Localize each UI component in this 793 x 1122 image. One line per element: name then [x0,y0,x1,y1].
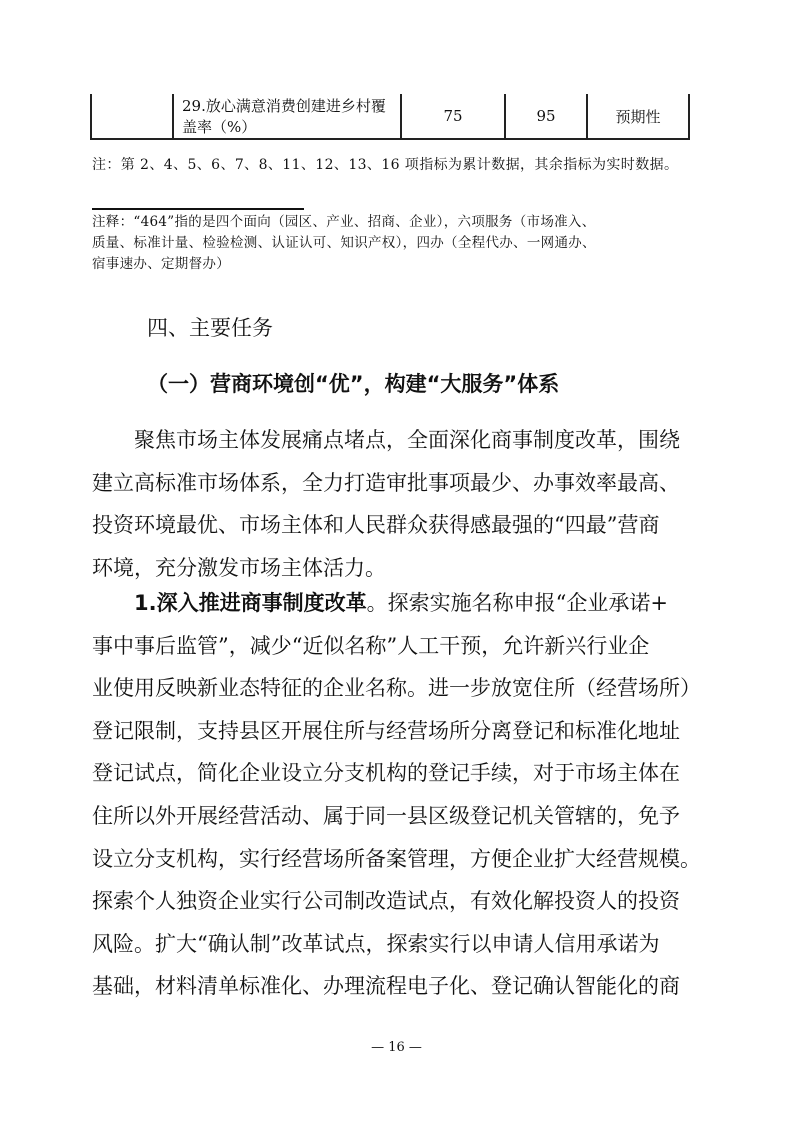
subsection-heading: （一）营商环境创“优”，构建“大服务”体系 [147,372,560,396]
table-note: 注：第 2、4、5、6、7、8、11、12、13、16 项指标为累计数据，其余指标为实时数据。 [92,157,679,173]
table-cell-empty [91,94,173,139]
footnote-line: 宿事速办、定期督办） [92,256,230,272]
section-heading: 四、主要任务 [147,316,273,340]
table-cell-base-value: 75 [401,94,505,139]
paragraph-line: 风险。扩大“确认制”改革试点，探索实行以申请人信用承诺为 [92,931,660,956]
page-number: — 16 — [371,1040,422,1055]
paragraph-line: 住所以外开展经营活动、属于同一县区级登记机关管辖的，免予 [92,803,680,828]
table-cell-target-value: 95 [505,94,587,139]
paragraph-line: 事中事后监管”，减少“近似名称”人工干预，允许新兴行业企 [92,633,650,658]
footnote [92,212,706,275]
paragraph-line: 环境，充分激发市场主体活力。 [92,555,386,580]
paragraph-line: 探索个人独资企业实行公司制改造试点，有效化解投资人的投资 [92,889,680,914]
paragraph-line: 登记试点，简化企业设立分支机构的登记手续，对于市场主体在 [92,761,680,786]
paragraph-reform [92,582,704,1008]
paragraph-line: 建立高标准市场体系，全力打造审批事项最少、办事效率最高、 [92,470,680,495]
table-cell-attribute: 预期性 [587,94,689,139]
paragraph-line: 登记限制，支持县区开展住所与经营场所分离登记和标准化地址 [92,718,680,743]
indicator-table [90,94,690,140]
paragraph-line: 基础，材料清单标准化、办理流程电子化、登记确认智能化的商 [92,974,680,999]
table-cell-indicator: 29.放心满意消费创建进乡村覆盖率（%） [173,94,401,139]
paragraph-line: 业使用反映新业态特征的企业名称。进一步放宽住所（经营场所） [92,676,701,701]
paragraph-line: 1.深入推进商事制度改革。探索实施名称申报“企业承诺+ [134,591,668,615]
footnote-line: 质量、标准计量、检验检测、认证认可、知识产权），四办（全程代办、一网通办、 [92,235,596,251]
footnote-line: 注释：“464”指的是四个面向（园区、产业、招商、企业），六项服务（市场准入、 [92,214,596,230]
table-row [91,94,689,139]
paragraph-line: 聚焦市场主体发展痛点堵点，全面深化商事制度改革，围绕 [134,428,680,452]
paragraph-line: 设立分支机构，实行经营场所备案管理，方便企业扩大经营规模。 [92,846,701,871]
paragraph-intro [92,419,704,589]
footnote-divider [92,208,304,210]
paragraph-line: 投资环境最优、市场主体和人民群众获得感最强的“四最”营商 [92,513,660,538]
paragraph-lead: 1.深入推进商事制度改革 [134,591,367,615]
